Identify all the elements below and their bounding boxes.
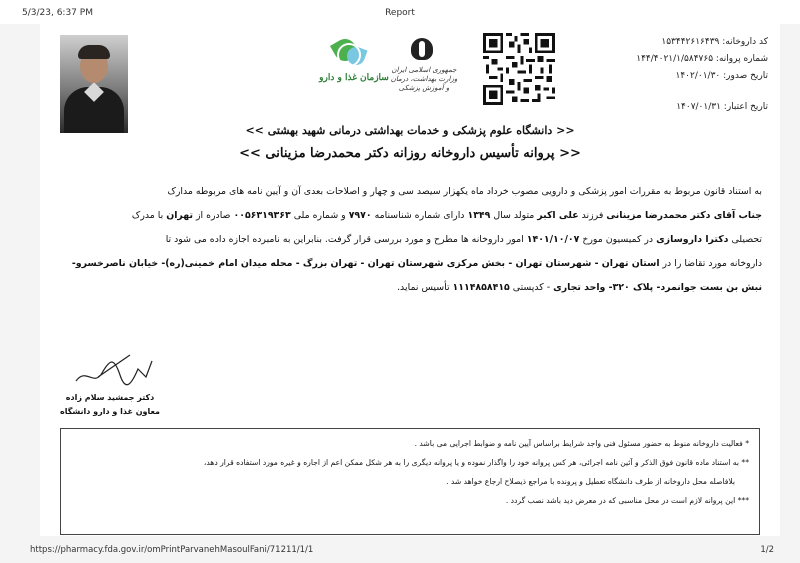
license-meta [568,34,768,116]
body-line-4: داروخانه مورد تقاضا را در استان تهران - شهرستان تهران - بخش مرکزی شهرستان تهران - تهران بزرگ - محله میدان امام خمینی(ره)- خیابان ناصرخسرو- [71,258,762,269]
signatory-name: دکتر جمشید سلام زاده [65,393,155,402]
print-page-number: 1/2 [760,545,774,555]
body-line-3: تحصیلی دکترا داروسازی در کمیسیون مورخ ۱۴۰۱/۱۰/۰۷ امور داروخانه ها مطرح و مورد بررسی قرار گرفت. بنابراین به نامبرده اجازه داده می شود تا [165,234,762,245]
spacer [568,85,768,99]
note-3: *** این پروانه لازم است در محل مناسبی که در معرض دید باشد نصب گردد . [505,496,749,505]
body-line-2: جناب آقای دکتر محمدرضا مزینانی فرزند علی اکبر متولد سال ۱۳۴۹ دارای شماره شناسنامه ۷۹۷۰ و شماره ملی ۰۰۵۶۳۱۹۳۶۳ صادره از تهران با مدرک [131,210,762,221]
issue-date: تاریخ صدور: ۱۴۰۲/۰۱/۳۰ [675,71,768,81]
browser-print-header [0,0,800,24]
note-2: ** به استناد ماده قانون فوق الذکر و آئین نامه اجرائی، هر کس پروانه خود را واگذار نموده و یا پروانه دیگری را به هر شکل ممکن اعم از اجاره و غیره مورد استفاده قرار دهد، [203,458,749,467]
note-2-continued: بلافاصله محل داروخانه از طرف دانشگاه تعطیل و پرونده با مراجع ذیصلاح ارجاع خواهد شد . [446,477,735,486]
handwritten-signature [68,347,168,391]
license-body [58,180,762,300]
ministry-logo-name: جمهوری اسلامی ایران وزارت بهداشت، درمان و آموزش پزشکی [390,66,458,92]
print-title: Report [385,8,415,18]
ministry-of-health-logo [390,38,458,100]
browser-print-footer [0,540,800,563]
signatory-title: معاون غذا و دارو دانشگاه [59,407,160,416]
university-heading: << دانشگاه علوم پزشکی و خدمات بهداشتی درمانی شهید بهشتی >> [245,124,575,137]
holder-photo [60,35,128,133]
fda-logo-name: سازمان غذا و دارو [319,73,389,83]
note-1: * فعالیت داروخانه منوط به حضور مسئول فنی واجد شرایط براساس آیین نامه و ضوابط اجرایی می باشد . [414,439,749,448]
qr-code [483,33,555,105]
iran-emblem-icon [411,38,433,60]
print-datetime: 5/3/23, 6:37 PM [22,8,93,18]
signature-block [60,347,170,429]
license-number: شماره پروانه: ۱۴۴/۴۰۲۱/۱/۵۸۴۷۶۵ [636,54,768,64]
valid-until: تاریخ اعتبار: ۱۴۰۷/۰۱/۳۱ [676,102,768,112]
notes-box [60,428,760,535]
license-heading: << پروانه تأسیس داروخانه روزانه دکتر محمدرضا مزینانی >> [239,146,581,161]
license-document [40,22,780,536]
print-url: https://pharmacy.fda.gov.ir/omPrintParvanehMasoulFani/71211/1/1 [30,545,314,555]
pharmacy-code: کد داروخانه: ۱۵۳۴۴۲۶۱۶۴۳۹ [661,37,768,47]
body-line-5: نبش بن بست جوانمرد- پلاک ۳۲۰- واحد تجاری - کدپستی ۱۱۱۴۸۵۸۴۱۵ تأسیس نماید. [397,282,762,293]
fda-logo [319,39,389,99]
body-line-1: به استناد قانون مربوط به مقررات امور پزشکی و دارویی مصوب خرداد ماه یکهزار سیصد سی و چهار و اصلاحات بعدی آن و آیین نامه های مربوطه مدارک [167,186,762,197]
